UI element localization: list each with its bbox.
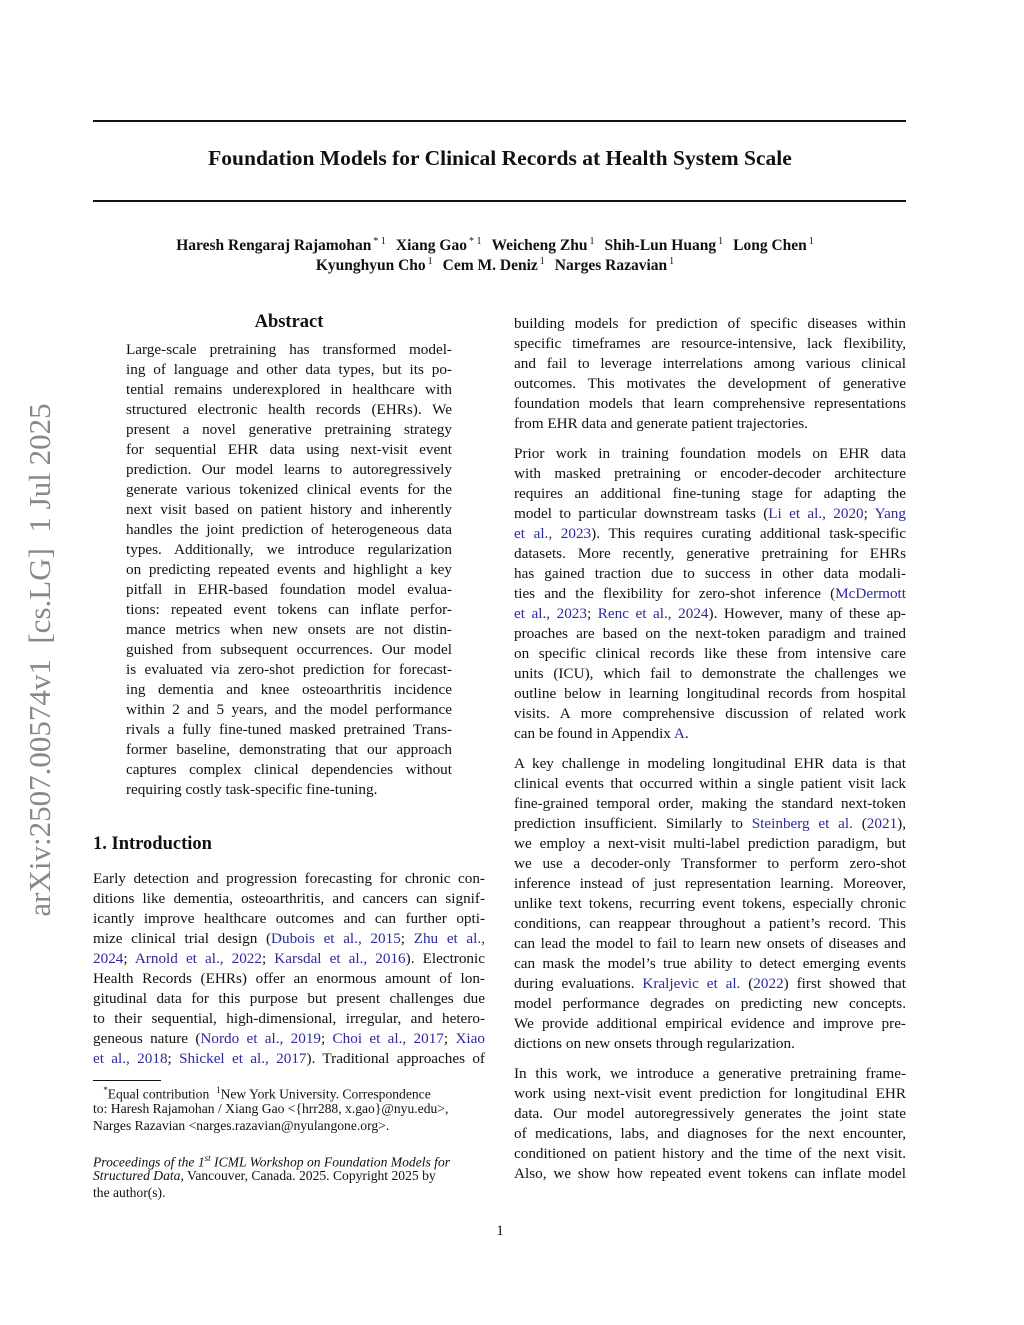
citation-link[interactable]: Karsdal et al., 2016: [274, 950, 406, 967]
text-line: [126, 340, 452, 360]
text-segment: ties and the flexibility for zero-shot inference (: [514, 585, 836, 602]
text-line: [93, 869, 485, 889]
text-line: [93, 969, 485, 989]
text-line: [514, 834, 906, 854]
author-affiliation-mark: 1: [669, 256, 675, 267]
citation-link[interactable]: et al., 2018: [93, 1050, 168, 1067]
text-segment: mance metrics when new onsets are not distin-: [126, 621, 452, 638]
author-affiliation-mark: 1: [718, 236, 724, 247]
text-line: [514, 854, 906, 874]
text-line: [126, 580, 452, 600]
text-line: [514, 1084, 906, 1104]
text-line: [93, 1029, 485, 1049]
text-line: [514, 754, 906, 774]
text-segment: structured electronic health records (EHRs). We: [126, 401, 452, 418]
text-segment: present a novel generative pretraining strategy: [126, 421, 452, 438]
text-line: [126, 740, 452, 760]
text-segment: is evaluated via zero-shot prediction for forecast-: [126, 661, 452, 678]
text-line: [514, 1014, 906, 1034]
text-line: [514, 584, 906, 604]
text-segment: clinical events that occurred within a single patient visit lack: [514, 775, 906, 792]
text-segment: inference instead of just representation learning. Moreover,: [514, 875, 906, 892]
text-segment: Health Records (EHRs) offer an enormous amount of lon-: [93, 970, 485, 987]
text-line: [93, 1049, 485, 1069]
text-segment: unlike text tokens, recurring event tokens, especially chronic: [514, 895, 906, 912]
text-segment: types. Additionally, we introduce regularization: [126, 541, 452, 558]
text-line: [126, 500, 452, 520]
text-line: [514, 1164, 906, 1184]
text-segment: ). Electronic: [405, 950, 485, 967]
text-segment: ;: [400, 930, 414, 947]
text-line: [514, 664, 906, 684]
citation-link[interactable]: Dubois et al., 2015: [271, 930, 401, 947]
text-segment: ) first showed that: [783, 975, 906, 992]
text-segment: on predicting repeated events and highlight a key: [126, 561, 452, 578]
footnote-affiliation: New York University. Correspondence: [220, 1086, 431, 1102]
footnote-equal: Equal contribution: [107, 1086, 210, 1102]
arxiv-identifier: arXiv:2507.00574v1 [cs.LG] 1 Jul 2025: [22, 403, 57, 917]
citation-link[interactable]: 2024: [93, 950, 124, 967]
author-name: Weicheng Zhu: [491, 237, 588, 255]
text-line: [514, 724, 906, 744]
text-line: [514, 934, 906, 954]
abstract-heading: Abstract: [254, 312, 324, 332]
text-segment: ;: [167, 1050, 180, 1067]
text-line: [93, 949, 485, 969]
text-segment: to their sequential, high-dimensional, irregular, and hetero-: [93, 1010, 485, 1027]
text-segment: (: [740, 975, 754, 992]
text-segment: data. Our model autoregressively generates the joint state: [514, 1105, 906, 1122]
title-rule-bottom: [93, 200, 906, 202]
text-line: [126, 520, 452, 540]
text-line: [126, 760, 452, 780]
citation-link[interactable]: Nordo et al., 2019: [200, 1030, 322, 1047]
text-line: [514, 524, 906, 544]
text-line: [93, 1009, 485, 1029]
text-line: [514, 334, 906, 354]
text-segment: Prior work in training foundation models on EHR data: [514, 445, 906, 462]
text-line: [514, 1124, 906, 1144]
text-segment: conditions, can reappear throughout a patient’s record. This: [514, 915, 906, 932]
text-line: [514, 464, 906, 484]
text-segment: .: [684, 725, 689, 742]
text-line: [514, 974, 906, 994]
text-segment: ing dementia and knee osteoarthritis incidence: [126, 681, 452, 698]
text-segment: We provide additional empirical evidence and improve pre-: [514, 1015, 906, 1032]
text-line: [514, 564, 906, 584]
text-segment: within 2 and 5 years, and the model performance: [126, 701, 452, 718]
footnote-correspondence: to: Haresh Rajamohan / Xiang Gao <{hrr288, x.gao}@nyu.edu>,: [93, 1101, 449, 1116]
text-line: [93, 989, 485, 1009]
proceedings-text-2: ICML Workshop on Foundation Models for: [210, 1154, 451, 1170]
text-segment: visits. A more comprehensive discussion of related work: [514, 705, 906, 722]
text-line: [514, 644, 906, 664]
author-name: Cem M. Deniz: [442, 257, 538, 275]
citation-link[interactable]: et al., 2023: [514, 525, 592, 542]
text-segment: mize clinical trial design (: [93, 930, 272, 947]
text-segment: ing of language and other data types, but its po-: [126, 361, 452, 378]
text-segment: fine-grained temporal order, making the standard next-token: [514, 795, 906, 812]
text-line: [514, 774, 906, 794]
author-affiliation-mark: 1: [589, 236, 595, 247]
text-segment: ). This requires curating additional task-specific: [591, 525, 906, 542]
text-line: [126, 380, 452, 400]
text-line: [126, 780, 452, 800]
text-segment: pitfall in EHR-based foundation model evalua-: [126, 581, 452, 598]
text-line: [514, 874, 906, 894]
text-segment: Early detection and progression forecasting for chronic con-: [93, 870, 485, 887]
text-segment: from EHR data and generate patient trajectories.: [514, 415, 808, 432]
footnote-mark: *: [103, 1085, 108, 1095]
text-segment: outcomes. This motivates the development of generative: [514, 375, 906, 392]
citation-link[interactable]: Li et al., 2020: [768, 505, 864, 522]
text-segment: with masked pretraining or encoder-decoder architecture: [514, 465, 906, 482]
text-line: [514, 624, 906, 644]
text-line: [126, 600, 452, 620]
text-segment: Large-scale pretraining has transformed model-: [126, 341, 452, 358]
text-segment: ;: [321, 1030, 333, 1047]
text-segment: can be found in Appendix: [514, 725, 674, 742]
text-line: [93, 889, 485, 909]
text-segment: ;: [443, 1030, 456, 1047]
citation-link[interactable]: Kraljevic et al.: [642, 975, 741, 992]
text-segment: ). However, many of these ap-: [708, 605, 906, 622]
text-line: [126, 720, 452, 740]
page-number: 1: [496, 1223, 504, 1239]
text-line: [514, 994, 906, 1014]
text-segment: ditions like dementia, osteoarthritis, and cancers can signif-: [93, 890, 485, 907]
citation-link[interactable]: Arnold et al., 2022: [134, 950, 262, 967]
text-line: [514, 604, 906, 624]
text-line: [514, 704, 906, 724]
text-segment: next visit based on patient history and inherently: [126, 501, 452, 518]
text-line: [514, 794, 906, 814]
citation-link[interactable]: 2021: [866, 815, 898, 832]
text-line: [514, 414, 906, 434]
author-name: Kyunghyun Cho: [315, 257, 426, 275]
text-line: [126, 460, 452, 480]
author-list-row-1: [0, 236, 1000, 255]
citation-link[interactable]: Zhu et al.,: [413, 930, 485, 947]
text-segment: and fail to leverage interrelations among various clinical: [514, 355, 906, 372]
proceedings-venue: Structured Data: [93, 1168, 181, 1183]
text-segment: for sequential EHR data using next-visit event: [126, 441, 452, 458]
citation-link[interactable]: McDermott: [835, 585, 906, 602]
text-line: [514, 684, 906, 704]
text-segment: can lead the model to fail to learn new onsets of diseases and: [514, 935, 906, 952]
text-segment: building models for prediction of specific diseases within: [514, 315, 906, 332]
text-segment: tential remains underexplored in healthcare with: [126, 381, 452, 398]
text-segment: In this work, we introduce a generative pretraining frame-: [514, 1065, 906, 1082]
text-segment: outline below in learning longitudinal records from hospital: [514, 685, 906, 702]
text-segment: guished from subsequent occurrences. Our model: [126, 641, 452, 658]
text-line: [126, 360, 452, 380]
text-line: [126, 640, 452, 660]
author-name: Long Chen: [733, 237, 807, 255]
text-segment: we use a decoder-only Transformer to perform zero-shot: [514, 855, 906, 872]
text-segment: specific timeframes are resource-intensive, lack flexibility,: [514, 335, 906, 352]
text-line: [126, 680, 452, 700]
paper-title: Foundation Models for Clinical Records at Health System Scale: [208, 146, 792, 170]
text-line: [514, 354, 906, 374]
text-line: [514, 1034, 906, 1054]
author-name: Haresh Rengaraj Rajamohan: [176, 237, 372, 255]
text-line: [126, 440, 452, 460]
title-rule-top: [93, 120, 906, 122]
citation-link[interactable]: Xiao: [455, 1030, 485, 1047]
text-segment: units (ICU), which fail to demonstrate the challenges we: [514, 665, 906, 682]
text-line: [514, 814, 906, 834]
text-segment: of medications, labs, and diagnoses for the next encounter,: [514, 1125, 906, 1142]
footnote-rule: [93, 1080, 161, 1081]
author-affiliation-mark: * 1: [373, 236, 386, 247]
text-line: [514, 484, 906, 504]
text-segment: ). Traditional approaches of: [306, 1050, 485, 1067]
text-segment: datasets. More recently, generative pretraining for EHRs: [514, 545, 906, 562]
author-list-row-2: [0, 256, 1000, 275]
proceedings-note-3: the author(s).: [93, 1185, 166, 1200]
text-segment: ;: [587, 605, 598, 622]
text-line: [514, 394, 906, 414]
author-affiliation-mark: 1: [808, 236, 814, 247]
citation-link[interactable]: et al., 2023: [514, 605, 587, 622]
author-name: Xiang Gao: [395, 237, 467, 255]
text-line: [126, 660, 452, 680]
text-line: [126, 560, 452, 580]
text-segment: proaches are based on the next-token paradigm and trained: [514, 625, 906, 642]
text-segment: has gained traction due to success in other data modali-: [514, 565, 906, 582]
text-segment: dictions on new onsets through regularization.: [514, 1035, 795, 1052]
text-segment: requires an additional fine-tuning stage for adapting the: [514, 485, 906, 502]
author-affiliation-mark: * 1: [468, 236, 482, 247]
text-segment: A key challenge in modeling longitudinal EHR data is that: [514, 755, 906, 772]
text-segment: ;: [123, 950, 135, 967]
text-segment: conditioned on patient history and the time of the next visit.: [514, 1145, 906, 1162]
text-segment: generate various tokenized clinical events for the: [126, 481, 452, 498]
text-segment: prediction insufficient. Similarly to: [514, 815, 752, 832]
text-line: [514, 1144, 906, 1164]
text-line: [514, 954, 906, 974]
text-line: [514, 374, 906, 394]
text-segment: model performance degrades on predicting new concepts.: [514, 995, 906, 1012]
text-line: [514, 894, 906, 914]
text-segment: former baseline, demonstrating that our approach: [126, 741, 452, 758]
citation-link[interactable]: A: [673, 725, 685, 742]
text-line: [514, 1104, 906, 1124]
text-line: [514, 314, 906, 334]
author-name: Shih-Lun Huang: [604, 237, 717, 255]
text-segment: rivals a fully fine-tuned masked pretrained Trans-: [126, 721, 452, 738]
citation-link[interactable]: Steinberg et al.: [751, 815, 853, 832]
text-segment: gitudinal data for this purpose but present challenges due: [93, 990, 485, 1007]
text-segment: ;: [262, 950, 275, 967]
citation-link[interactable]: Yang: [874, 505, 906, 522]
text-segment: foundation models that learn comprehensive representations: [514, 395, 906, 412]
text-segment: ),: [897, 815, 907, 832]
text-line: [93, 929, 485, 949]
text-segment: icantly improve healthcare outcomes and can further opti-: [93, 910, 485, 927]
text-line: [126, 620, 452, 640]
author-name: Narges Razavian: [554, 257, 668, 275]
text-segment: can mask the model’s true ability to detect emerging events: [514, 955, 906, 972]
text-segment: prediction. Our model learns to autoregressively: [126, 461, 452, 478]
text-segment: (: [852, 815, 867, 832]
author-affiliation-mark: 1: [539, 256, 545, 267]
text-segment: during evaluations.: [514, 975, 643, 992]
citation-link[interactable]: Renc et al., 2024: [597, 605, 709, 622]
text-line: [93, 909, 485, 929]
text-segment: handles the joint prediction of heterogeneous data: [126, 521, 452, 538]
text-line: [514, 504, 906, 524]
text-line: [514, 1064, 906, 1084]
proceedings-text: Proceedings of the 1: [93, 1154, 205, 1170]
proceedings-sup: st: [204, 1153, 211, 1163]
text-segment: we employ a next-visit multi-label prediction paradigm, but: [514, 835, 906, 852]
proceedings-location: , Vancouver, Canada. 2025. Copyright 2025 by: [180, 1168, 436, 1183]
text-segment: Also, we show how repeated event tokens can inflate model: [514, 1165, 906, 1182]
footnote-correspondence-2: Narges Razavian <narges.razavian@nyulangone.org>.: [93, 1118, 390, 1133]
text-segment: tions: repeated event tokens can inflate perfor-: [126, 601, 452, 618]
text-line: [126, 540, 452, 560]
text-segment: requiring costly task-specific fine-tuning.: [126, 781, 378, 798]
text-line: [126, 700, 452, 720]
text-line: [126, 420, 452, 440]
text-segment: work using next-visit event prediction for longitudinal EHR: [514, 1085, 906, 1102]
text-segment: geneous nature (: [93, 1030, 201, 1047]
citation-link[interactable]: Shickel et al., 2017: [179, 1050, 307, 1067]
text-segment: captures complex clinical dependencies without: [126, 761, 452, 778]
text-line: [514, 444, 906, 464]
text-segment: model to particular downstream tasks (: [514, 505, 769, 522]
text-segment: on specific clinical records like these from intensive care: [514, 645, 906, 662]
text-line: [126, 480, 452, 500]
text-line: [126, 400, 452, 420]
text-line: [514, 544, 906, 564]
citation-link[interactable]: 2022: [753, 975, 784, 992]
author-affiliation-mark: 1: [427, 256, 433, 267]
text-segment: ;: [863, 505, 875, 522]
citation-link[interactable]: Choi et al., 2017: [332, 1030, 444, 1047]
introduction-heading: 1. Introduction: [93, 834, 212, 854]
affiliation-mark: 1: [216, 1085, 221, 1095]
proceedings-note-2: [93, 1167, 485, 1184]
text-line: [514, 914, 906, 934]
